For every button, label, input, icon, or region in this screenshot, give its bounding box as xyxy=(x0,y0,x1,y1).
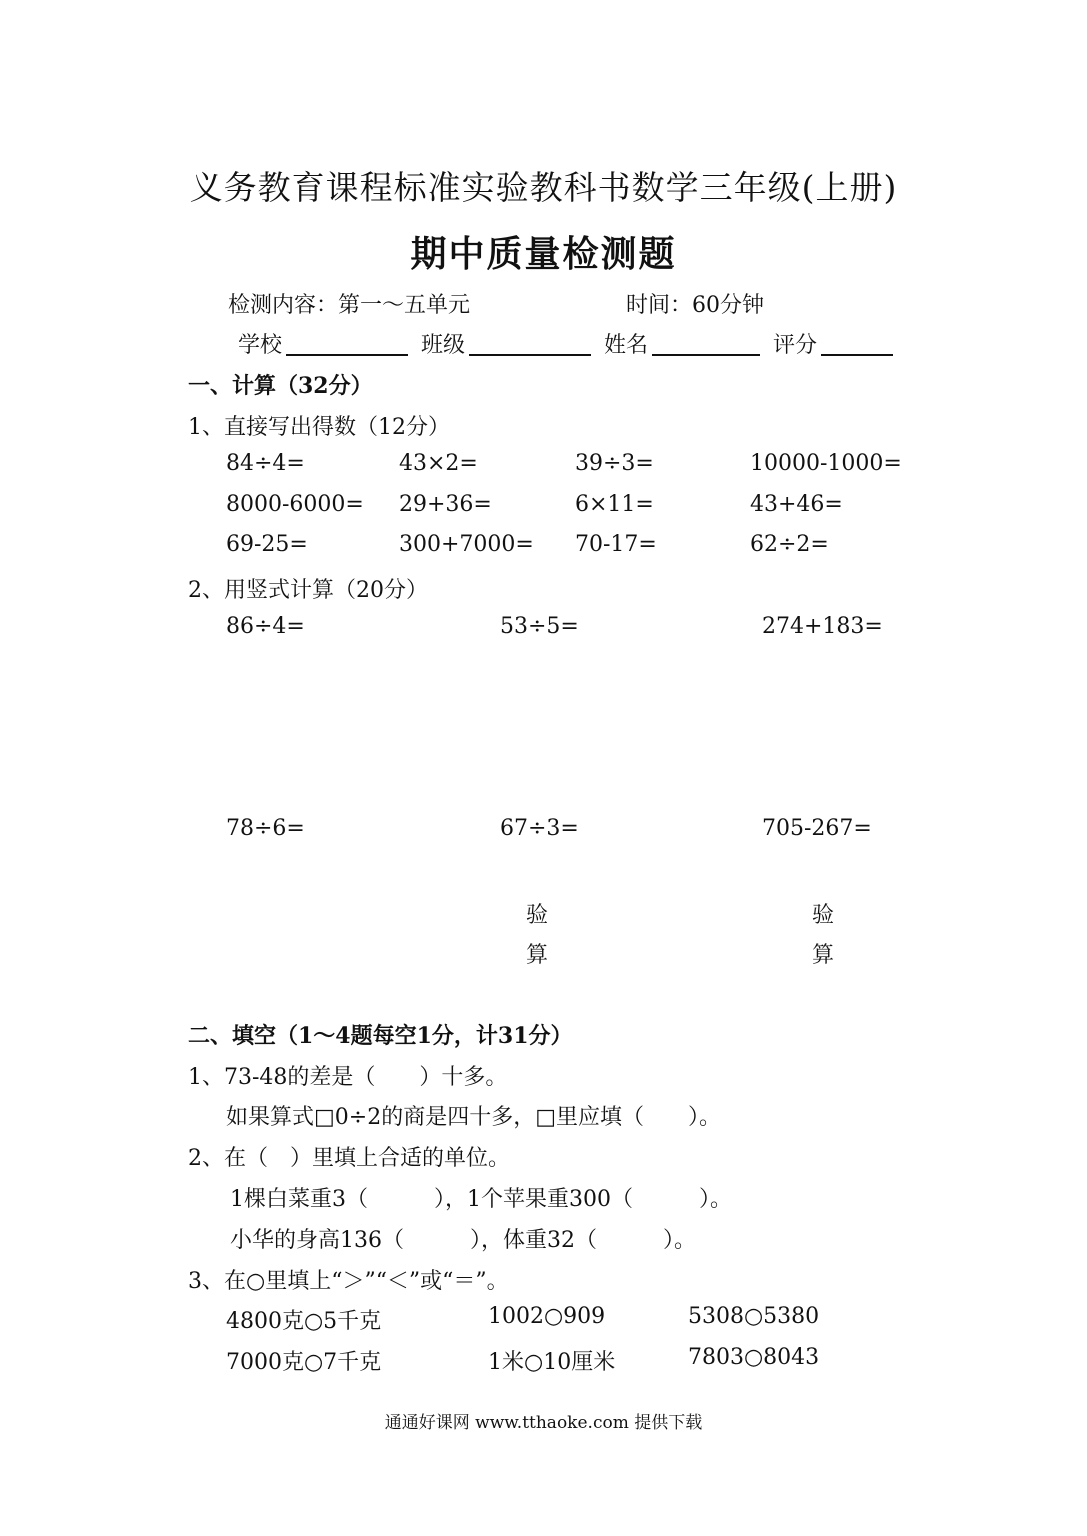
fill-q1: 1、73-48的差是（ ）十多。 xyxy=(188,1065,508,1090)
fill-q3: 3、在○里填上“＞”“＜”或“＝”。 xyxy=(188,1269,509,1294)
school-blank[interactable] xyxy=(286,332,408,356)
section2-heading: 二、填空（1～4题每空1分，计31分） xyxy=(188,1023,573,1049)
doc-title: 义务教育课程标准实验教科书数学三年级(上册) xyxy=(189,168,898,207)
oral-item: 6×11= xyxy=(575,492,654,517)
oral-item: 84÷4= xyxy=(226,451,305,476)
check-label: 验 xyxy=(812,903,835,928)
oral-item: 70-17= xyxy=(575,532,657,557)
compare-item: 1002○909 xyxy=(488,1304,606,1329)
section1-heading: 一、计算（32分） xyxy=(188,373,373,399)
name-label: 姓名 xyxy=(604,333,649,358)
fill-q1b: 如果算式□0÷2的商是四十多，□里应填（ ）。 xyxy=(226,1105,722,1130)
vertical-item: 86÷4= xyxy=(226,614,305,639)
school-label: 学校 xyxy=(238,333,283,358)
class-label: 班级 xyxy=(421,333,466,358)
oral-item: 43×2= xyxy=(399,451,478,476)
oral-item: 62÷2= xyxy=(750,532,829,557)
oral-item: 39÷3= xyxy=(575,451,654,476)
compare-item: 1米○10厘米 xyxy=(488,1350,616,1375)
footer-text: 通通好课网 www.tthaoke.com 提供下载 xyxy=(384,1413,703,1433)
score-label: 评分 xyxy=(773,333,818,358)
compare-item: 7803○8043 xyxy=(688,1345,820,1370)
name-blank[interactable] xyxy=(652,332,760,356)
vertical-item: 53÷5= xyxy=(500,614,579,639)
compare-item: 5308○5380 xyxy=(688,1304,820,1329)
vertical-item: 705-267= xyxy=(762,816,872,841)
vertical-item: 78÷6= xyxy=(226,816,305,841)
q1-label: 1、直接写出得数（12分） xyxy=(188,415,450,440)
oral-item: 29+36= xyxy=(399,492,492,517)
q2-label: 2、用竖式计算（20分） xyxy=(188,578,428,603)
compare-item: 7000克○7千克 xyxy=(226,1350,382,1375)
check-label: 算 xyxy=(812,943,835,968)
oral-item: 8000-6000= xyxy=(226,492,364,517)
class-blank[interactable] xyxy=(469,332,591,356)
info-fields xyxy=(238,328,899,359)
fill-q2a: 1棵白菜重3（ ），1个苹果重300（ ）。 xyxy=(230,1187,732,1212)
score-blank[interactable] xyxy=(821,332,893,356)
check-label: 验 xyxy=(526,903,549,928)
scope-text: 检测内容：第一～五单元 xyxy=(228,293,471,318)
time-text: 时间：60分钟 xyxy=(626,293,764,318)
fill-q2b: 小华的身高136（ ），体重32（ ）。 xyxy=(230,1228,696,1253)
oral-item: 69-25= xyxy=(226,532,308,557)
oral-item: 300+7000= xyxy=(399,532,534,557)
check-label: 算 xyxy=(526,943,549,968)
oral-item: 43+46= xyxy=(750,492,843,517)
vertical-item: 274+183= xyxy=(762,614,883,639)
doc-subtitle: 期中质量检测题 xyxy=(410,233,677,275)
fill-q2: 2、在（ ）里填上合适的单位。 xyxy=(188,1146,510,1171)
compare-item: 4800克○5千克 xyxy=(226,1309,382,1334)
vertical-item: 67÷3= xyxy=(500,816,579,841)
oral-item: 10000-1000= xyxy=(750,451,902,476)
